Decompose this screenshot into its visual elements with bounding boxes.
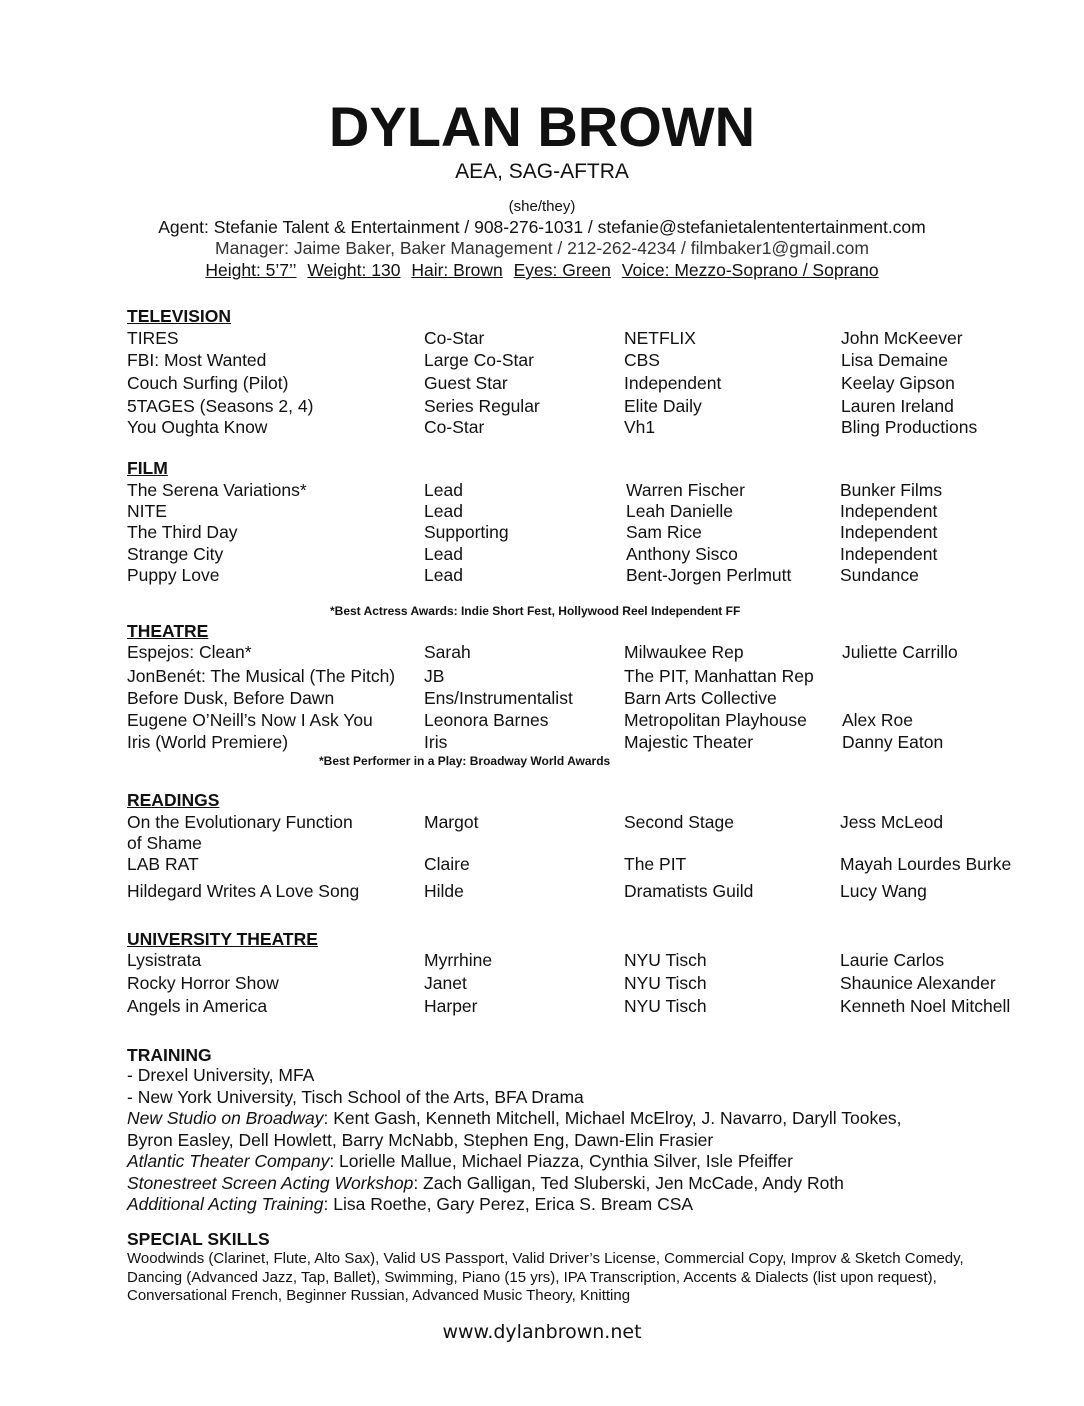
credit-company: Independent (840, 501, 938, 521)
credit-director: Anthony Sisco (626, 544, 738, 564)
credit-venue: Second Stage (624, 812, 734, 832)
credit-role: Co-Star (424, 417, 485, 437)
section-title-training: TRAINING (127, 1045, 212, 1065)
training-text: : Lorielle Mallue, Michael Piazza, Cynthia Silver, Isle Pfeiffer (329, 1151, 793, 1171)
credit-role: Large Co-Star (424, 350, 534, 370)
stat-hair: Hair: Brown (411, 260, 503, 280)
agent-contact: Agent: Stefanie Talent & Entertainment / 908-276-1031 / stefanie@stefanietalententertainment.com (158, 217, 926, 237)
union-affiliations: AEA, SAG-AFTRA (455, 160, 629, 183)
table-row (0, 521, 1084, 543)
credit-venue: Majestic Theater (624, 732, 754, 752)
training-text: : Lisa Roethe, Gary Perez, Erica S. Bream CSA (323, 1194, 694, 1214)
credit-venue: Independent (624, 373, 722, 393)
credit-title: Rocky Horror Show (127, 973, 279, 993)
credit-director: Kenneth Noel Mitchell (840, 996, 1011, 1016)
section-title-theatre: THEATRE (127, 621, 209, 641)
credit-venue: Milwaukee Rep (624, 642, 744, 662)
credit-title: The Third Day (127, 522, 238, 542)
credit-role: Leonora Barnes (424, 710, 549, 730)
table-row (0, 479, 1084, 501)
actor-name: DYLAN BROWN (328, 95, 756, 158)
credit-title: Iris (World Premiere) (127, 732, 289, 752)
section-title-television: TELEVISION (127, 306, 232, 326)
training-line: - Drexel University, MFA (127, 1065, 315, 1085)
credit-title: FBI: Most Wanted (127, 350, 267, 370)
credit-role: Supporting (424, 522, 509, 542)
table-row (0, 853, 1084, 875)
credit-title: Espejos: Clean* (127, 642, 252, 662)
credit-venue: Metropolitan Playhouse (624, 710, 807, 730)
special-skills-text: Woodwinds (Clarinet, Flute, Alto Sax), Valid US Passport, Valid Driver’s License, Commercial Copy, Improv & Sketch Comedy, Dancing (Advanced Jazz, Tap, Ballet), Swimming, Piano (15 yrs), IPA Transcription, Accents & Dialects (list upon request), Conversational French, Beginner Russian, Advanced Music Theory, Knitting (127, 1250, 964, 1304)
credit-role: Co-Star (424, 328, 485, 348)
credit-venue: NYU Tisch (624, 973, 707, 993)
credit-title: Puppy Love (127, 565, 220, 585)
credit-role: Janet (424, 973, 467, 993)
credit-title: NITE (127, 501, 167, 521)
table-row (0, 564, 1084, 586)
credit-director: Mayah Lourdes Burke (840, 854, 1012, 874)
credit-role: JB (424, 666, 445, 686)
credit-title: Lysistrata (127, 950, 202, 970)
credit-director: Danny Eaton (842, 732, 944, 752)
stat-voice: Voice: Mezzo-Soprano / Soprano (621, 260, 879, 280)
table-row (0, 500, 1084, 522)
credit-role: Ens/Instrumentalist (424, 688, 573, 708)
table-row (0, 327, 1084, 349)
table-row (0, 972, 1084, 994)
credit-title: The Serena Variations* (127, 480, 307, 500)
credit-title: of Shame (127, 833, 202, 853)
credit-role: Hilde (424, 881, 464, 901)
table-row (0, 995, 1084, 1017)
stat-eyes: Eyes: Green (513, 260, 611, 280)
training-line: - New York University, Tisch School of the Arts, BFA Drama (127, 1086, 584, 1107)
credit-title: Couch Surfing (Pilot) (127, 373, 289, 393)
table-row (0, 416, 1084, 438)
credit-venue: NYU Tisch (624, 950, 707, 970)
table-row (0, 731, 1084, 753)
film-award-note: *Best Actress Awards: Indie Short Fest, Hollywood Reel Independent FF (330, 604, 741, 618)
credit-director: Juliette Carrillo (842, 642, 958, 662)
credit-company: Independent (840, 544, 938, 564)
credit-title: Strange City (127, 544, 224, 564)
credit-director: Lucy Wang (840, 881, 927, 901)
theatre-award-note: *Best Performer in a Play: Broadway World Awards (319, 754, 611, 768)
table-row (0, 372, 1084, 394)
table-row (0, 543, 1084, 565)
table-row (0, 349, 1084, 371)
credit-role: Sarah (424, 642, 471, 662)
credit-title: Hildegard Writes A Love Song (127, 881, 360, 901)
table-row (0, 395, 1084, 417)
credit-director: Bent-Jorgen Perlmutt (626, 565, 792, 585)
credit-venue: Vh1 (624, 417, 656, 437)
credit-title: Before Dusk, Before Dawn (127, 688, 335, 708)
website-link[interactable]: www.dylanbrown.net (442, 1321, 642, 1343)
credit-company: Bunker Films (840, 480, 943, 500)
credit-role: Myrrhine (424, 950, 493, 970)
credit-title: JonBenét: The Musical (The Pitch) (127, 666, 396, 686)
credit-director: John McKeever (841, 328, 963, 348)
training-line (127, 1173, 1007, 1195)
credit-director: Laurie Carlos (840, 950, 945, 970)
pronouns: (she/they) (508, 198, 576, 215)
credit-title: 5TAGES (Seasons 2, 4) (127, 396, 314, 416)
training-text: : Kent Gash, Kenneth Mitchell, Michael McElroy, J. Navarro, Daryll Tookes, (323, 1108, 902, 1128)
credit-director: Shaunice Alexander (840, 973, 996, 993)
credit-role: Lead (424, 501, 463, 521)
training-line (127, 1108, 1007, 1130)
training-line (127, 1194, 1007, 1216)
credit-title: You Oughta Know (127, 417, 268, 437)
credit-director: Bling Productions (841, 417, 978, 437)
stat-height: Height: 5’7’’ (205, 260, 297, 280)
table-row (0, 709, 1084, 731)
training-text: : Zach Galligan, Ted Sluberski, Jen McCade, Andy Roth (413, 1172, 844, 1193)
training-line: Byron Easley, Dell Howlett, Barry McNabb, Stephen Eng, Dawn-Elin Frasier (127, 1129, 714, 1150)
table-row (0, 811, 1084, 833)
training-block (127, 1065, 1007, 1216)
credit-director: Leah Danielle (626, 501, 734, 521)
credit-role: Series Regular (424, 396, 540, 416)
credit-director: Warren Fischer (626, 480, 745, 500)
training-line (127, 1151, 1007, 1173)
physical-stats (0, 259, 1084, 281)
credit-director: Alex Roe (842, 710, 914, 730)
credit-venue: The PIT (624, 854, 687, 874)
stat-weight: Weight: 130 (307, 260, 401, 280)
table-row (0, 949, 1084, 971)
section-title-film: FILM (127, 458, 168, 478)
credit-company: Independent (840, 522, 938, 542)
table-row (0, 687, 1084, 709)
credit-role: Lead (424, 480, 463, 500)
credit-venue: Barn Arts Collective (624, 688, 777, 708)
table-row (0, 880, 1084, 902)
credit-director: Keelay Gipson (841, 373, 955, 393)
section-title-university-theatre: UNIVERSITY THEATRE (127, 929, 318, 949)
credit-title: Eugene O’Neill’s Now I Ask You (127, 710, 373, 730)
section-title-special-skills: SPECIAL SKILLS (127, 1229, 270, 1249)
credit-venue: The PIT, Manhattan Rep (624, 666, 814, 686)
credit-director: Sam Rice (626, 522, 702, 542)
manager-contact: Manager: Jaime Baker, Baker Management / 212-262-4234 / filmbaker1@gmail.com (215, 238, 869, 258)
credit-title: On the Evolutionary Function (127, 812, 353, 832)
credit-venue: CBS (624, 350, 660, 370)
table-row (0, 641, 1084, 663)
credit-venue: Dramatists Guild (624, 881, 754, 901)
credit-director: Lisa Demaine (841, 350, 948, 370)
credit-director: Lauren Ireland (841, 396, 954, 416)
table-row (0, 832, 1084, 854)
credit-role: Lead (424, 565, 463, 585)
section-title-readings: READINGS (127, 790, 220, 810)
credit-role: Margot (424, 812, 479, 832)
table-row (0, 665, 1084, 687)
credit-title: LAB RAT (127, 854, 199, 874)
credit-title: Angels in America (127, 996, 268, 1016)
credit-venue: NETFLIX (624, 328, 696, 348)
credit-director: Jess McLeod (840, 812, 944, 832)
credit-role: Lead (424, 544, 463, 564)
training-label: Stonestreet Screen Acting Workshop (127, 1172, 414, 1193)
credit-role: Claire (424, 854, 470, 874)
credit-role: Iris (424, 732, 448, 752)
credit-role: Harper (424, 996, 478, 1016)
training-label: New Studio on Broadway (127, 1108, 324, 1128)
credit-title: TIRES (127, 328, 179, 348)
credit-venue: NYU Tisch (624, 996, 707, 1016)
credit-company: Sundance (840, 565, 919, 585)
training-label: Atlantic Theater Company (127, 1151, 330, 1171)
credit-role: Guest Star (424, 373, 508, 393)
training-label: Additional Acting Training (127, 1194, 324, 1214)
credit-venue: Elite Daily (624, 396, 702, 416)
